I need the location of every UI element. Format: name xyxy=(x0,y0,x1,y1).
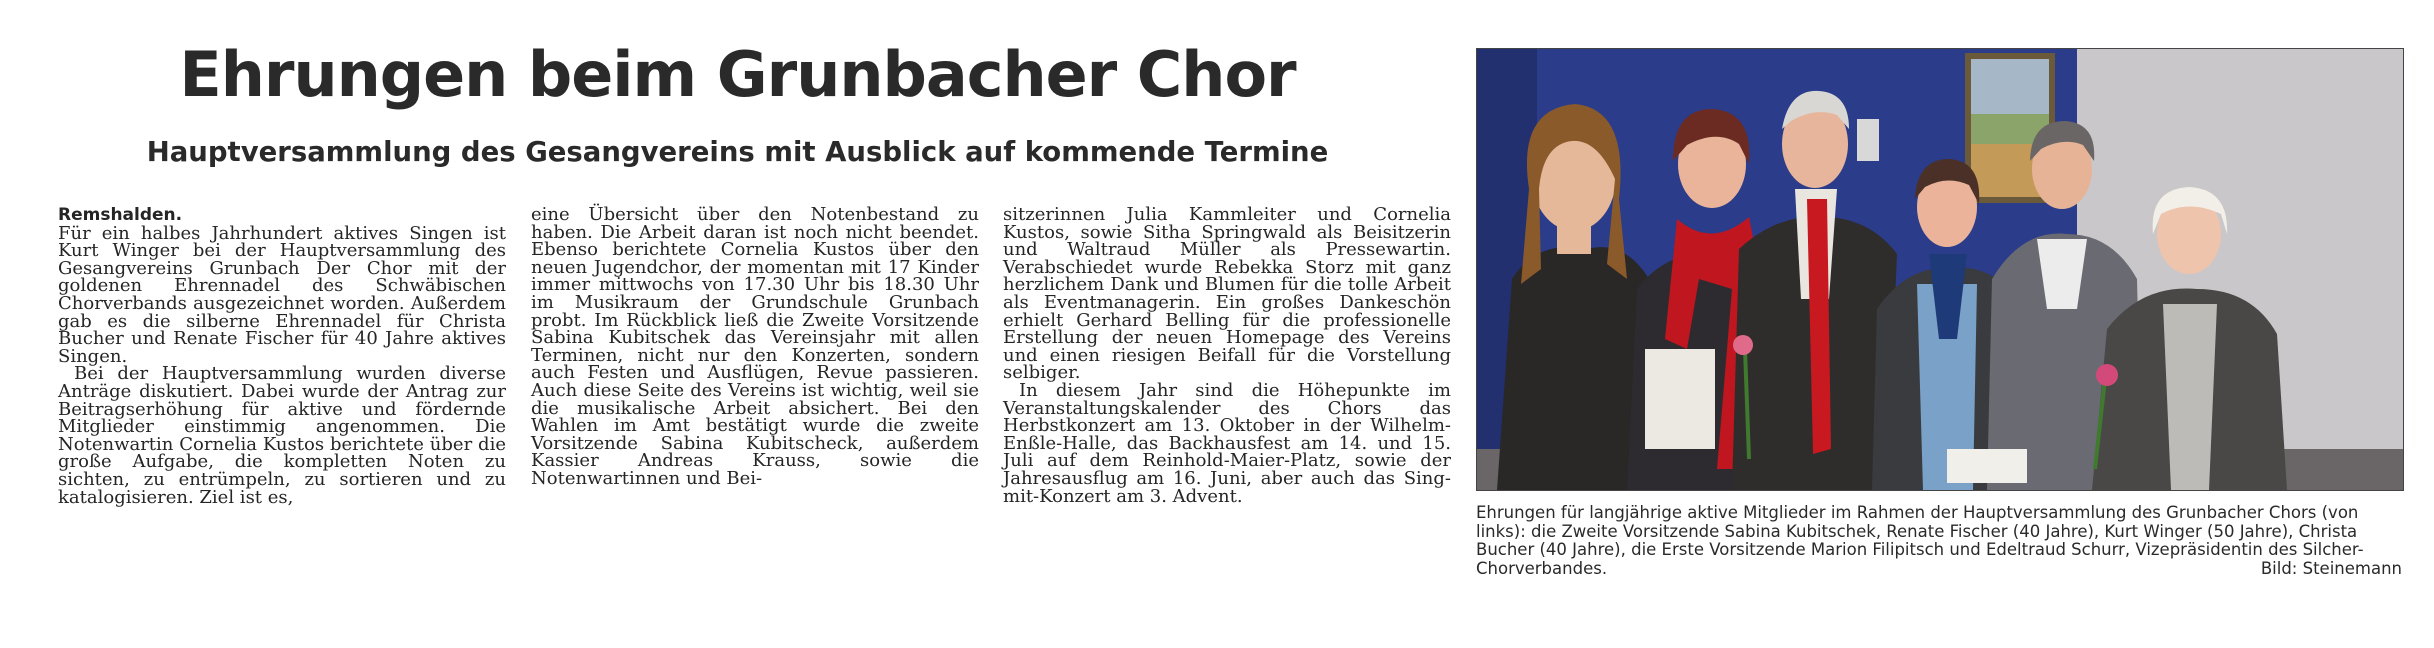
paragraph-text: Für ein halbes Jahrhundert aktives Singen ist Kurt Winger bei der Hauptversammlung des Gesangvereins Grunbach Der Chor mit der goldenen Ehrennadel des Schwäbischen Chorverbands ausgezeichnet worden. Außerdem gab es die silberne Ehrennadel für Christa Bucher und Renate Fischer für 40 Jahre aktives Singen. xyxy=(58,222,506,367)
photo-caption xyxy=(1476,504,2402,578)
paragraph-text: Bei der Hauptversammlung wurden diverse Anträge diskutiert. Dabei wurde der Antrag zur Beitragserhöhung für aktive und fördernde Mitglieder einstimmig angenommen. Die Notenwartin Cornelia Kustos berichtete über die große Aufgabe, die kompletten Noten zu sichten, zu entrümpeln, zu sortieren und zu katalogisieren. Ziel ist es, xyxy=(58,363,506,508)
paragraph-text: eine Übersicht über den Notenbestand zu haben. Die Arbeit daran ist noch nicht beendet. Ebenso berichtete Cornelia Kustos über den neuen Jugendchor, der momentan mit 17 Kinder immer mittwochs von 17.30 Uhr bis 18.30 Uhr im Musikraum der Grundschule Grunbach probt. Im Rückblick ließ die Zweite Vorsitzende Sabina Kubitschek das Vereinsjahr mit allen Terminen, nicht nur den Konzerten, sondern auch Festen und Ausflügen, Revue passieren. Auch diese Seite des Vereins ist wichtig, weil sie die musikalische Arbeit absichert. Bei den Wahlen im Amt bestätigt wurde die zweite Vorsitzende Sabina Kubitscheck, außerdem Kassier Andreas Krauss, sowie die Notenwartinnen und Bei- xyxy=(531,204,979,489)
paragraph-text: sitzerinnen Julia Kammleiter und Cornelia Kustos, sowie Sitha Springwald als Beisitzerin und Waltraud Müller als Pressewartin. Verabschiedet wurde Rebekka Storz mit ganz herzlichem Dank und Blumen für die tolle Arbeit als Eventmanagerin. Ein großes Dankeschön erhielt Gerhard Belling für die professionelle Erstellung der neuen Homepage des Vereins und einen riesigen Beifall für die Vorstellung selbiger. xyxy=(1003,204,1451,384)
caption-text: Ehrungen für langjährige aktive Mitglieder im Rahmen der Hauptversammlung des Grunbacher Chors (von links): die Zweite Vorsitzende Sabina Kubitschek, Renate Fischer (40 Jahre), Kurt Winger (50 Jahre), Christa Bucher (40 Jahre), die Erste Vorsitzende Marion Filipitsch und Edeltraud Schurr, Vizepräsidentin des Silcher-Chorverbandes. xyxy=(1476,503,2364,578)
photo-credit: Bild: Steinemann xyxy=(2260,558,2402,578)
article-column-2 xyxy=(531,206,979,488)
article-column-3 xyxy=(1003,206,1451,505)
article-column-1 xyxy=(58,206,506,506)
dateline: Remshalden. xyxy=(58,205,183,225)
subheadline: Hauptversammlung des Gesangvereins mit Ausblick auf kommende Termine xyxy=(146,136,1329,168)
headline: Ehrungen beim Grunbacher Chor xyxy=(179,38,1296,111)
group-photo xyxy=(1476,48,2404,491)
group-photo-illustration xyxy=(1477,49,2403,490)
column-paragraph xyxy=(58,206,506,365)
paragraph-text: In diesem Jahr sind die Höhepunkte im Veranstaltungskalender des Chors das Herbstkonzert am 13. Oktober in der Wilhelm-Enßle-Halle, das Backhausfest am 14. und 15. Juli auf dem Reinhold-Maier-Platz, sowie der Jahresausflug am 16. Juni, aber auch das Sing-mit-Konzert am 3. Advent. xyxy=(1003,379,1451,507)
